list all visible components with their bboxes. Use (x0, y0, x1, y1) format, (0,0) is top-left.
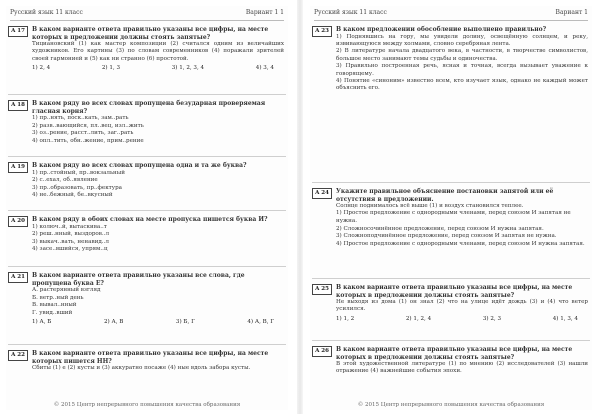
answer-option[interactable]: 1) А, Б (32, 319, 52, 326)
answer-item: Г. увид..вший (32, 309, 73, 316)
answer-option[interactable]: 4) 1, 3, 4 (552, 315, 578, 322)
question-passage: Тициановский (1) как мастер композиции (2) считался одним из величайших художников. Его картины (3) по словам современников (4) поражали зрителей своей гармонией и (5) как ни странно (6) простотой. (32, 41, 284, 62)
right-header-subject: Русский язык 11 класс (314, 9, 387, 16)
answer-row (336, 315, 588, 323)
answer-option[interactable]: 2) А, В (103, 319, 124, 326)
answer-option[interactable]: 2) В литературе начала двадцатого века, в частности, в творчестве символистов, большое место занимают темы судьбы и одиночества. (336, 48, 588, 62)
answer-item: В. вывал..нный (32, 302, 77, 309)
answer-option[interactable]: 2) Сложносочинённое предложение, перед союзом И нужна запятая. (336, 225, 544, 232)
left-header-variant: Вариант 1 1 (245, 9, 284, 16)
answer-option[interactable]: 3) оз..рение, расст..лить, заг..рать (32, 130, 134, 137)
answer-option[interactable]: 3) пр..образовать, пр..фектура (32, 184, 122, 191)
book-gutter (297, 0, 303, 414)
question-text: В каком варианте ответа правильно указаны все цифры, на месте которых пишется НН? (32, 350, 269, 365)
divider (8, 156, 286, 157)
left-page-footer: © 2015 Центр непрерывного повышения качества образования (53, 402, 241, 408)
question-text: В каком ряду во всех словах пропущена одна и та же буква? (32, 162, 247, 169)
question-number: A 19 (8, 162, 28, 173)
question-number: A 22 (8, 350, 28, 361)
answer-option[interactable]: 4) Понятие «синоним» известно всем, кто изучает язык, однако не каждый может объяснить его. (336, 77, 588, 92)
answer-option[interactable]: 4) засе..вшийся, упрям..ц (32, 246, 108, 253)
answer-option[interactable]: 2) с..ехал, об..явление (32, 177, 98, 184)
question-text: В каком варианте ответа правильно указаны все цифры, на месте которых в предложении должны стоять запятые? (32, 26, 269, 41)
answer-option[interactable]: 4) А, В, Г (247, 319, 274, 326)
answer-option[interactable]: 4) Простое предложение с однородными членами, перед союзом И нужна запятая. (336, 240, 585, 247)
answer-option[interactable]: 1) 2, 4 (32, 65, 51, 72)
question-passage: Сбиты (1) е (2) кусты и (3) аккуратно посаже (4) ные вдоль забора кусты. (32, 365, 251, 371)
question-passage: В этой художественной литературе (1) по мнению (2) исследователей (3) нашли отражение (4) важнейшие события эпохи. (336, 361, 588, 375)
answer-option[interactable]: 2) реш..нный, выздоров..л (32, 231, 110, 238)
answer-option[interactable]: 2) 1, 2, 4 (405, 315, 432, 322)
question-text: Укажите правильное объяснение постановки запятой или её отсутствия в предложении. (336, 188, 554, 203)
question-text: В каком ряду во всех словах пропущена безударная проверяемая гласная корня? (32, 100, 266, 115)
question-passage: Солнце поднималось всё выше (1) и воздух становился теплее. (336, 203, 524, 209)
question-number: A 24 (312, 188, 332, 199)
answer-item: А. растерянный взгляд (32, 287, 101, 293)
divider (8, 94, 286, 95)
question-number: A 23 (312, 26, 332, 37)
right-page-header (314, 6, 588, 21)
question-text: В каком варианте ответа правильно указаны все цифры, на месте которых в предложении должны стоять запятые? (336, 284, 573, 299)
answer-option[interactable]: 1) пр..стойный, пр..вокзальный (32, 169, 125, 176)
divider (8, 266, 286, 267)
answer-option[interactable]: 4) опл..тить, обн..жение, прим..рение (32, 137, 144, 144)
left-page (6, 6, 288, 410)
answer-option[interactable]: 3) Сложноподчинённое предложение, перед союзом И запятая не нужна. (336, 233, 557, 240)
answer-option[interactable]: 1) Простое предложение с однородными членами, перед союзом И запятая не нужна. (336, 210, 571, 224)
right-page (310, 6, 592, 410)
answer-option[interactable]: 4) не..бежный, бе..вкусный (32, 192, 113, 199)
question-text: В каком варианте ответа правильно указаны все цифры, на месте которых в предложении должны стоять запятые? (336, 346, 573, 361)
divider (8, 344, 286, 345)
answer-option[interactable]: 4) 3, 4 (255, 65, 274, 72)
answer-option[interactable]: 1) Поднявшись на гору, мы увидели долину, освещённую солнцем, и реку, извивающуюся между холмами, словно серебряная лента. (336, 33, 588, 47)
divider (312, 182, 590, 183)
answer-item: Б. ветр..ный день (32, 294, 84, 301)
answer-option[interactable]: 3) 1, 2, 3, 4 (171, 65, 205, 72)
question-number: A 20 (8, 216, 28, 227)
answer-option[interactable]: 2) 1, 3 (101, 65, 121, 72)
question-number: A 18 (8, 100, 28, 111)
question-number: A 21 (8, 272, 28, 283)
answer-option[interactable]: 2) разв..вающийся, пл..вец, изл..жить (32, 122, 144, 129)
question-text: В каком ряду в обоих словах на месте пропуска пишется буква И? (32, 216, 268, 223)
question-passage: Не выходя из дома (1) он знал (2) что на улице идёт дождь (3) и (4) что ветер усилился. (336, 299, 588, 313)
answer-row (32, 318, 284, 326)
answer-option[interactable]: 3) выкач..вать, ненавид..л (32, 238, 109, 245)
left-page-header (10, 6, 284, 21)
divider (312, 340, 590, 341)
divider (8, 210, 286, 211)
question-number: A 25 (312, 284, 332, 295)
left-header-subject: Русский язык 11 класс (10, 9, 83, 16)
answer-option[interactable]: 1) колюч..й, вытаскива..т (32, 223, 107, 230)
question-number: A 26 (312, 346, 332, 357)
answer-option[interactable]: 1) пр..нять, поск..кать, зам..рать (32, 115, 129, 121)
answer-option[interactable]: 3) Правильно построенная речь, ясная и точная, всегда вызывает уважение к говорящему. (336, 63, 588, 77)
right-page-footer: © 2015 Центр непрерывного повышения качества образования (357, 402, 545, 408)
divider (312, 278, 590, 279)
question-text: В каком варианте ответа правильно указаны все слова, где пропущена буква Е? (32, 272, 245, 287)
answer-option[interactable]: 1) 1, 2 (336, 315, 355, 322)
question-text: В каком предложении обособление выполнено правильно? (336, 26, 547, 33)
right-header-variant: Вариант 1 (555, 9, 588, 16)
answer-option[interactable]: 3) 2, 3 (482, 315, 502, 322)
question-number: A 17 (8, 26, 28, 37)
answer-row (32, 64, 284, 72)
answer-option[interactable]: 3) Б, Г (175, 319, 195, 326)
